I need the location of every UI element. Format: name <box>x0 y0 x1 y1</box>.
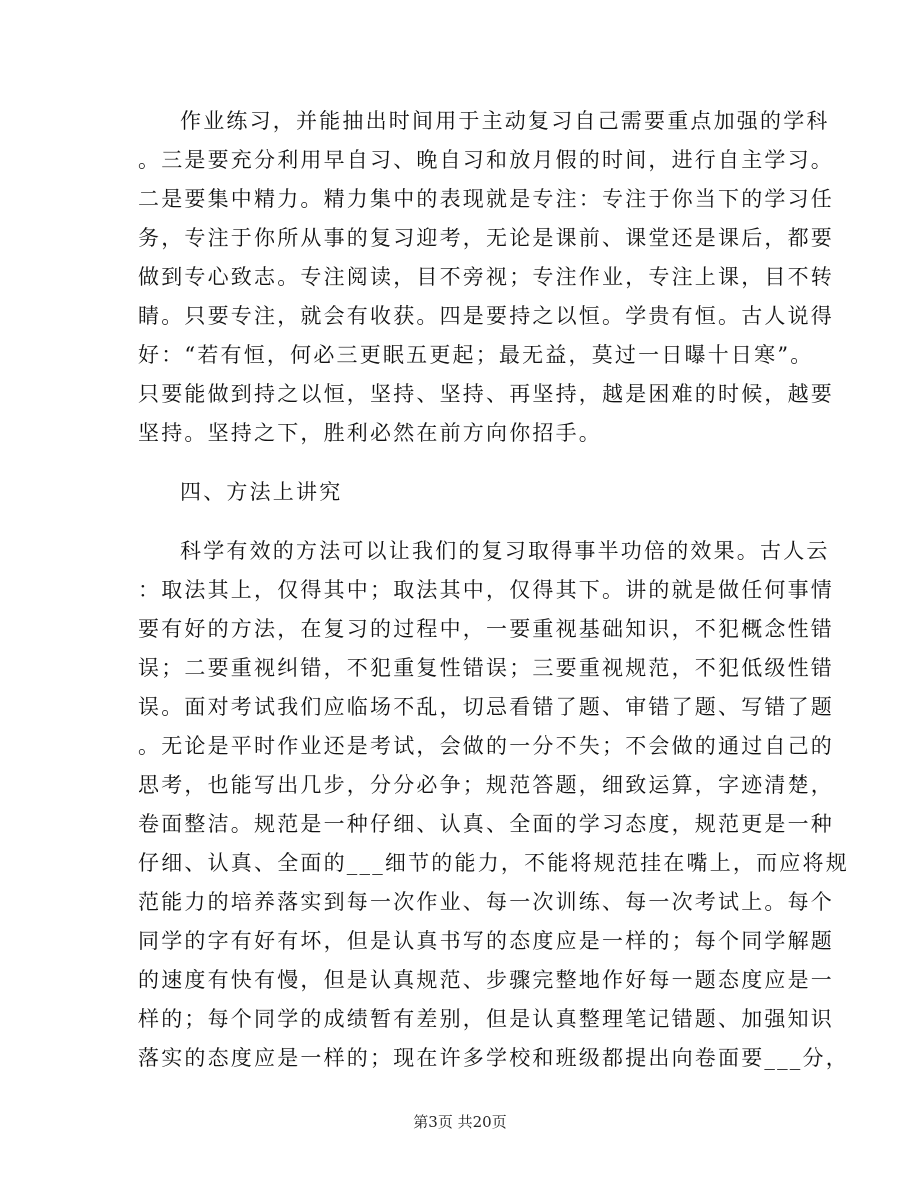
paragraph-line: 同学的字有好有坏，但是认真书写的态度应是一样的；每个同学解题 <box>138 929 834 953</box>
paragraph-line: 的速度有快有慢，但是认真规范、步骤完整地作好每一题态度应是一 <box>138 968 834 992</box>
paragraph-line: 误；二要重视纠错，不犯重复性错误；三要重视规范，不犯低级性错 <box>138 656 834 680</box>
page-number-footer: 第3页 共20页 <box>413 1113 507 1131</box>
paragraph-line: 仔细、认真、全面的___细节的能力，不能将规范挂在嘴上，而应将规 <box>138 851 849 875</box>
paragraph-line: 做到专心致志。专注阅读，目不旁视；专注作业，专注上课，目不转 <box>138 265 834 289</box>
paragraph-line: 科学有效的方法可以让我们的复习取得事半功倍的效果。古人云 <box>180 539 830 563</box>
paragraph-line: 作业练习，并能抽出时间用于主动复习自己需要重点加强的学科 <box>180 109 830 133</box>
paragraph-line: 样的；每个同学的成绩暂有差别，但是认真整理笔记错题、加强知识 <box>138 1007 834 1031</box>
paragraph-line: 落实的态度应是一样的；现在许多学校和班级都提出向卷面要___分， <box>138 1046 849 1070</box>
paragraph-line: 务，专注于你所从事的复习迎考，无论是课前、课堂还是课后，都要 <box>138 226 834 250</box>
paragraph-line: 好：“若有恒，何必三更眠五更起；最无益，莫过一日曝十日寒”。 <box>138 343 814 367</box>
paragraph-line: 要有好的方法，在复习的过程中，一要重视基础知识，不犯概念性错 <box>138 617 834 641</box>
paragraph-line: 范能力的培养落实到每一次作业、每一次训练、每一次考试上。每个 <box>138 890 834 914</box>
paragraph-line: 二是要集中精力。精力集中的表现就是专注：专注于你当下的学习任 <box>138 187 834 211</box>
paragraph-line: 。三是要充分利用早自习、晚自习和放月假的时间，进行自主学习。 <box>138 148 834 172</box>
paragraph-line: 思考，也能写出几步，分分必争；规范答题，细致运算，字迹清楚， <box>138 773 834 797</box>
section-heading: 四、方法上讲究 <box>180 480 343 504</box>
paragraph-line: 卷面整洁。规范是一种仔细、认真、全面的学习态度，规范更是一种 <box>138 812 834 836</box>
paragraph-line: 只要能做到持之以恒，坚持、坚持、再坚持，越是困难的时候，越要 <box>138 382 834 406</box>
paragraph-line: 坚持。坚持之下，胜利必然在前方向你招手。 <box>138 421 602 445</box>
paragraph-line: ：取法其上，仅得其中；取法其中，仅得其下。讲的就是做任何事情 <box>138 578 834 602</box>
paragraph-line: 误。面对考试我们应临场不乱，切忌看错了题、审错了题、写错了题 <box>138 695 834 719</box>
paragraph-line: 睛。只要专注，就会有收获。四是要持之以恒。学贵有恒。古人说得 <box>138 304 834 328</box>
paragraph-line: 。无论是平时作业还是考试，会做的一分不失；不会做的通过自己的 <box>138 734 834 758</box>
